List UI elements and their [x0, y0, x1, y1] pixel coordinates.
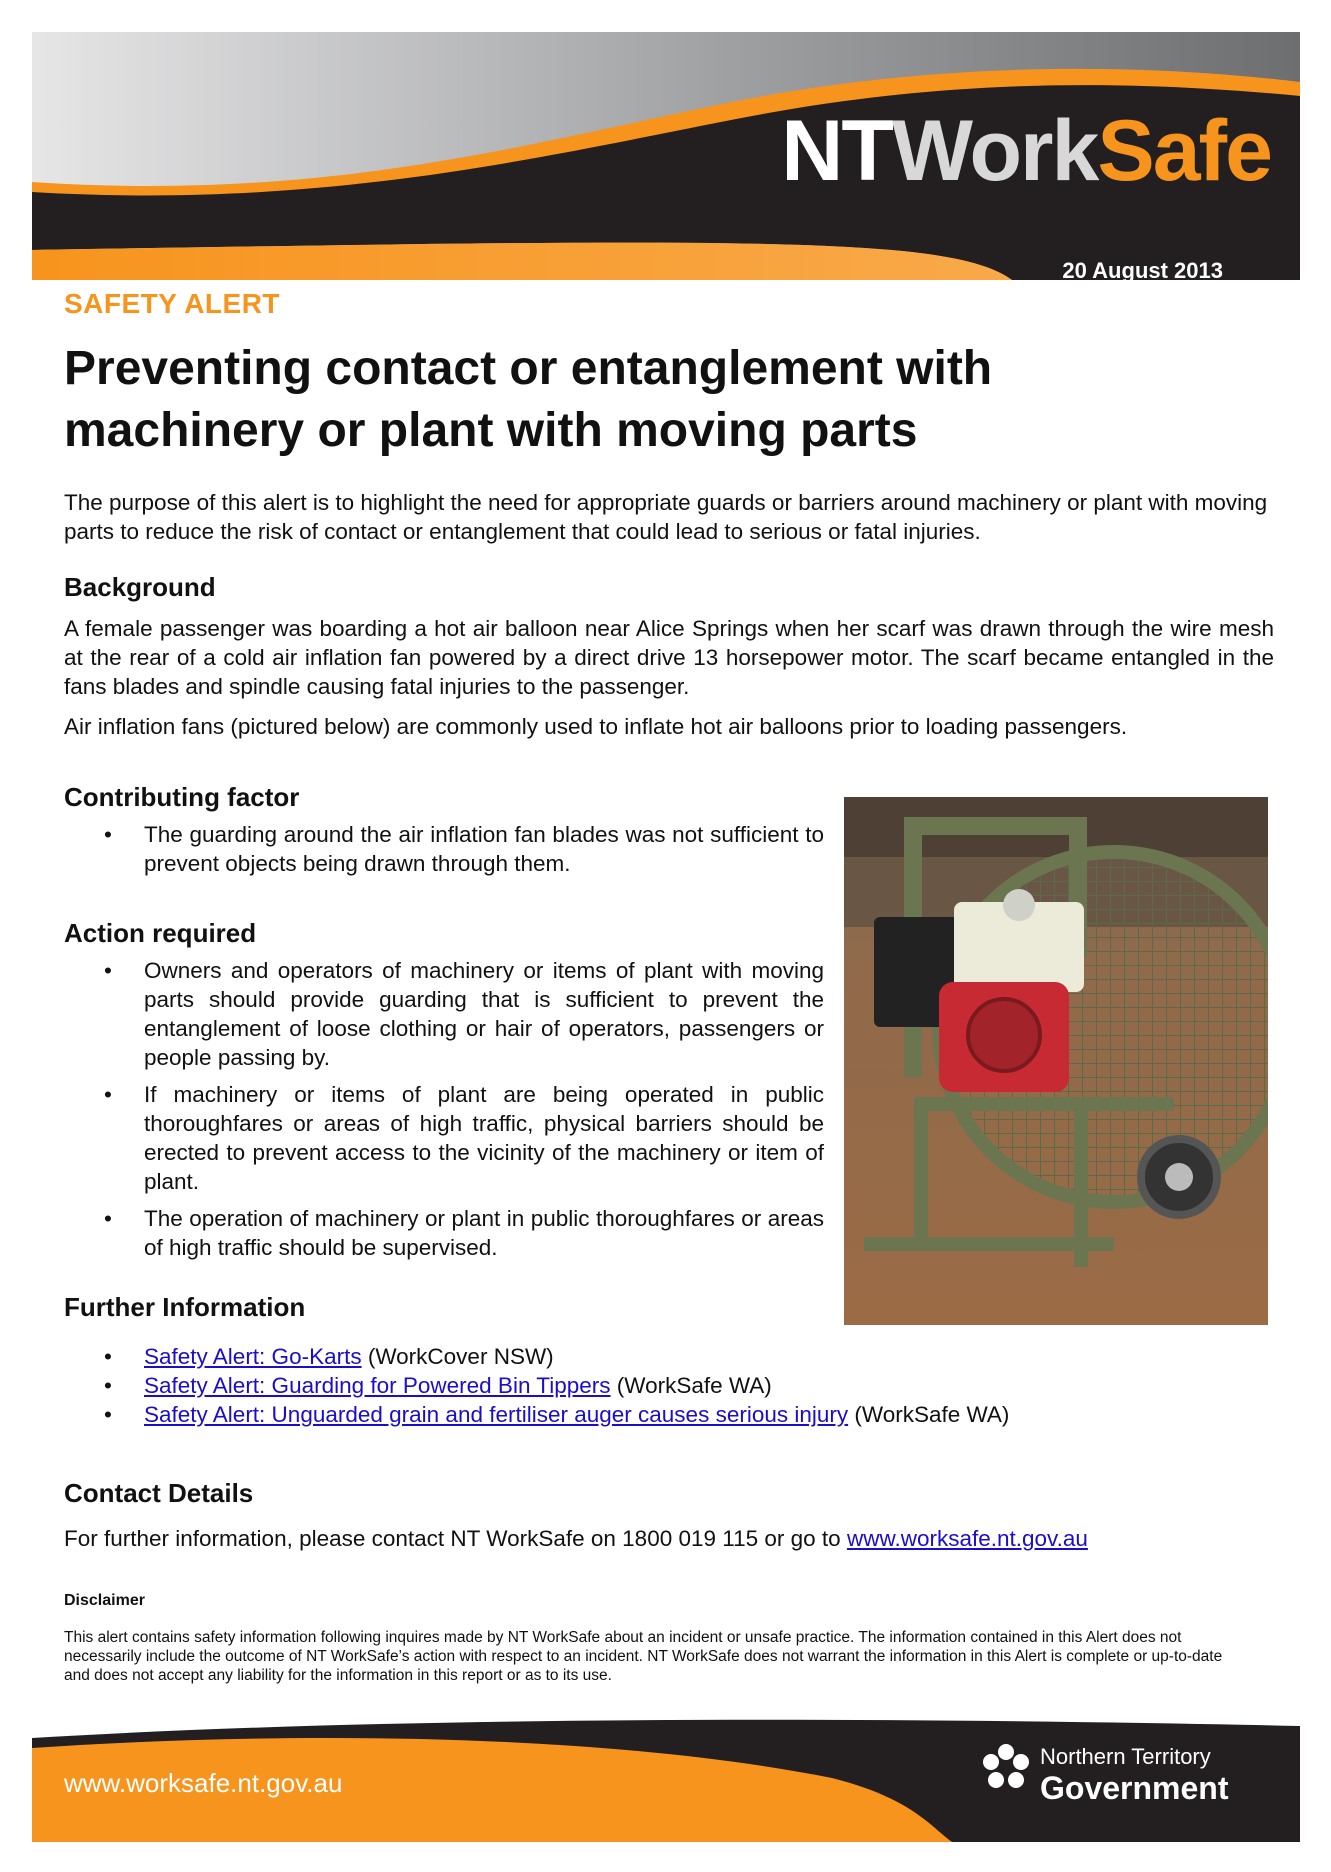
- auger-injury-link[interactable]: Safety Alert: Unguarded grain and fertiliser auger causes serious injury: [144, 1402, 849, 1427]
- action-required-heading: Action required: [64, 918, 257, 948]
- go-karts-link[interactable]: Safety Alert: Go-Karts: [144, 1344, 362, 1369]
- action-required-list: [64, 956, 824, 1270]
- bullet-icon: •: [104, 822, 112, 847]
- bullet-icon: •: [104, 1373, 112, 1398]
- contributing-factor-heading: Contributing factor: [64, 782, 300, 812]
- background-heading: Background: [64, 572, 216, 602]
- footer-url: www.worksafe.nt.gov.au: [64, 1768, 343, 1798]
- bullet-icon: •: [104, 958, 112, 983]
- page-title: Preventing contact or entanglement with machinery or plant with moving parts: [64, 342, 993, 457]
- nt-government-line-2: Government: [1040, 1770, 1229, 1806]
- bullet-icon: •: [104, 1344, 112, 1369]
- background-paragraph-1: A female passenger was boarding a hot air balloon near Alice Springs when her scarf was drawn through the wire mesh at the rear of a cold air inflation fan powered by a direct drive 13 horsepower motor. The scarf became entangled in the fans blades and spindle causing fatal injuries to the passenger.: [64, 616, 1274, 699]
- further-information-heading: Further Information: [64, 1292, 306, 1322]
- background-paragraph-2: Air inflation fans (pictured below) are commonly used to inflate hot air balloons prior to loading passengers.: [64, 714, 1128, 739]
- list-item: • The guarding around the air inflation fan blades was not sufficient to prevent objects being drawn through them.: [104, 822, 824, 876]
- intro-paragraph: The purpose of this alert is to highlight the need for appropriate guards or barriers around machinery or plant with moving parts to reduce the risk of contact or entanglement that could lead to serious or fatal injuries.: [64, 490, 1268, 544]
- list-item: • Safety Alert: Go-Karts (WorkCover NSW): [104, 1344, 554, 1369]
- list-item: • Owners and operators of machinery or items of plant with moving parts should provide guarding that is sufficient to prevent the entanglement of loose clothing or hair of operators, passengers or people passing by.: [104, 958, 824, 1070]
- nt-government-line-1: Northern Territory: [1040, 1744, 1211, 1769]
- alert-date: 20 August 2013: [1062, 258, 1223, 283]
- bullet-icon: •: [104, 1206, 112, 1231]
- contributing-factor-list: [64, 820, 824, 886]
- worksafe-website-link[interactable]: www.worksafe.nt.gov.au: [846, 1526, 1088, 1551]
- nt-government-flower-icon: [980, 1742, 1032, 1799]
- bin-tippers-link[interactable]: Safety Alert: Guarding for Powered Bin Tippers: [144, 1373, 611, 1398]
- bullet-icon: •: [104, 1402, 112, 1427]
- disclaimer-heading: Disclaimer: [64, 1592, 145, 1609]
- bullet-icon: •: [104, 1082, 112, 1107]
- nt-worksafe-logo: NTWorkSafe: [781, 103, 1271, 199]
- contact-paragraph: For further information, please contact NT WorkSafe on 1800 019 115 or go to www.worksafe.nt.gov.au: [64, 1526, 1088, 1551]
- list-item: • The operation of machinery or plant in public thoroughfares or areas of high traffic should be supervised.: [104, 1206, 824, 1260]
- list-item: • Safety Alert: Guarding for Powered Bin Tippers (WorkSafe WA): [104, 1373, 772, 1398]
- further-information-list: [64, 1342, 1164, 1429]
- list-item: • Safety Alert: Unguarded grain and fertiliser auger causes serious injury (WorkSafe WA): [104, 1402, 1010, 1427]
- contact-details-heading: Contact Details: [64, 1478, 254, 1508]
- list-item: • If machinery or items of plant are being operated in public thoroughfares or areas of high traffic, physical barriers should be erected to prevent access to the vicinity of the machinery or item of plant.: [104, 1082, 824, 1194]
- disclaimer-text: This alert contains safety information following inquires made by NT WorkSafe about an incident or unsafe practice. The information contained in this Alert does not necessarily include the outcome of NT WorkSafe’s action with respect to an incident. NT WorkSafe does not warrant the information in this Alert is complete or up-to-date and does not accept any liability for the information in this report or as to its use.: [64, 1629, 1223, 1684]
- inflation-fan-photo: [844, 797, 1268, 1325]
- safety-alert-label: SAFETY ALERT: [64, 288, 281, 319]
